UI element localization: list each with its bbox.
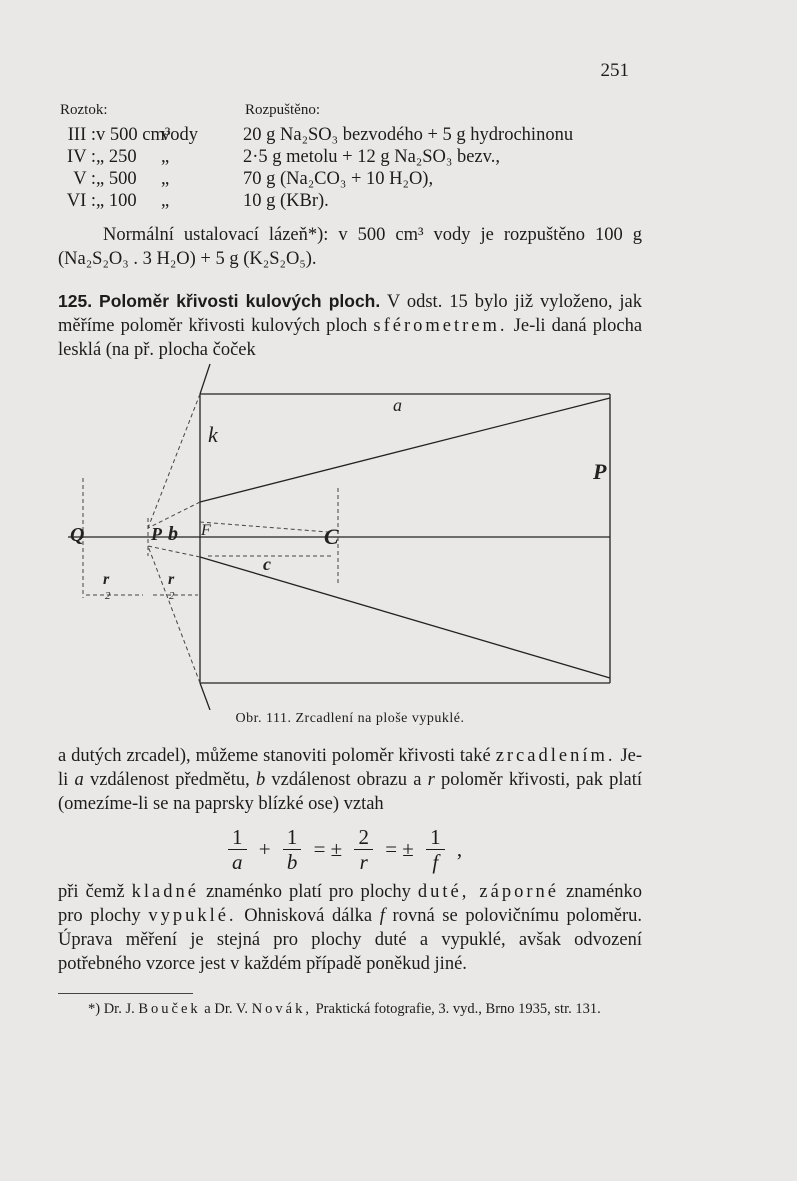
recipe-row — [58, 146, 648, 168]
recipe-label: III : — [67, 125, 96, 145]
plus-operator: + — [258, 837, 271, 861]
spaced-word: kladné — [131, 882, 199, 902]
dashed-construction-line — [148, 546, 200, 557]
denominator: b — [286, 850, 298, 874]
recipe-contents: 70 g (Na₂CO₃ + 10 H₂O), — [243, 169, 434, 189]
label-c: c — [263, 554, 271, 574]
recipe-header-solution: Roztok: — [60, 102, 108, 118]
page-number: 251 — [600, 60, 629, 81]
author-name: Bouček — [138, 1001, 201, 1017]
recipe-label: V : — [73, 169, 96, 189]
label-k: k — [208, 422, 218, 447]
variable-r: r — [427, 770, 435, 790]
recipe-header-dissolved: Rozpuštěno: — [245, 102, 320, 118]
spaced-word: sférometrem. — [373, 316, 508, 336]
text-run: znaménko pro plochy — [58, 882, 643, 926]
denominator: a — [232, 850, 243, 874]
upper-ray-line — [200, 398, 610, 502]
label-a: a — [393, 395, 402, 415]
text-run: vzdálenost obrazu a — [271, 770, 422, 790]
recipe-amount: v 500 cm³ — [96, 125, 171, 145]
recipe-amount: „ 250 — [96, 147, 137, 167]
recipe-row — [58, 124, 648, 146]
recipe-unit: „ — [161, 191, 170, 211]
section-125-paragraph — [58, 289, 642, 362]
section-title: Poloměr křivosti kulových ploch. — [99, 291, 381, 311]
recipe-amount: „ 500 — [96, 169, 137, 189]
label-F: F — [201, 522, 211, 539]
fraction-2-over-r — [354, 825, 373, 874]
numerator: 2 — [354, 825, 373, 850]
numerator: 1 — [228, 825, 247, 850]
paragraph-mirror — [58, 744, 642, 816]
recipe-unit: „ — [161, 169, 170, 189]
numerator: 1 — [426, 825, 445, 850]
lower-ray-line — [200, 557, 610, 678]
recipe-contents: 10 g (KBr). — [243, 191, 329, 211]
fraction-1-over-a — [228, 825, 247, 874]
recipe-list — [58, 124, 648, 212]
recipe-amount: „ 100 — [96, 191, 137, 211]
recipe-contents: 20 g Na₂SO₃ bezvodého + 5 g hydrochinonu — [243, 125, 574, 145]
normal-bath-paragraph: Normální ustalovací lázeň*): v 500 cm³ vody je rozpuštěno 100 g (Na₂S₂O₃ . 3 H₂O) + 5 g (K₂S₂O₅). — [58, 225, 642, 269]
label-r-left: r — [103, 571, 110, 588]
recipe-header — [60, 102, 650, 119]
section-text: Je-li daná plocha lesklá (na př. plocha čoček — [58, 316, 643, 360]
dashed-construction-line — [148, 546, 200, 683]
recipe-label: IV : — [67, 147, 96, 167]
recipe-row — [58, 168, 648, 190]
text-run: při čemž — [58, 882, 125, 902]
fraction-1-over-f — [426, 825, 445, 874]
text-run: a dutých zrcadel), můžeme stanoviti poloměr křivosti také — [58, 746, 491, 766]
equals-plusminus-operator: = ± — [385, 837, 414, 861]
denominator: f — [432, 850, 439, 874]
mirror-diagram — [58, 358, 618, 710]
variable-a: a — [74, 770, 84, 790]
ray-extension-bottom — [200, 683, 210, 710]
label-C: C — [324, 524, 339, 549]
text-run: Je-li — [58, 746, 643, 790]
formula-comma: , — [456, 837, 463, 861]
label-P-object: P — [593, 459, 607, 484]
section-text: V odst. 15 bylo již vyloženo, jak měříme poloměr křivosti kulových ploch — [58, 292, 642, 336]
text-run: znaménko platí pro plochy — [205, 882, 411, 902]
variable-b: b — [255, 770, 266, 790]
variable-f: f — [379, 906, 385, 926]
spaced-word: duté, záporné — [417, 882, 559, 902]
label-P-image: P — [151, 524, 162, 544]
figure-caption: Obr. 111. Zrcadlení na ploše vypuklé. — [235, 711, 465, 726]
label-two-right: 2 — [169, 590, 175, 602]
label-Q: Q — [70, 524, 85, 546]
equals-plusminus-operator: = ± — [313, 837, 343, 861]
section-number: 125. — [58, 291, 93, 311]
text-run: *) Dr. J. — [88, 1001, 135, 1017]
numerator: 1 — [283, 825, 302, 850]
dashed-construction-line — [148, 394, 200, 528]
dashed-construction-line — [200, 522, 328, 532]
text-run: vzdálenost předmětu, — [89, 770, 250, 790]
footnote — [58, 1000, 642, 1019]
label-b: b — [168, 523, 178, 545]
fraction-1-over-b — [283, 825, 302, 874]
spaced-word: vypuklé. — [148, 906, 237, 926]
recipe-contents: 2·5 g metolu + 12 g Na₂SO₃ bezv., — [243, 147, 500, 167]
author-name: Novák, — [251, 1001, 312, 1017]
recipe-row — [58, 190, 648, 212]
paragraph-sign-convention — [58, 880, 642, 976]
ray-extension-top — [200, 364, 210, 394]
text-run: Ohnisková dálka — [244, 906, 373, 926]
spaced-word: zrcadlením. — [495, 746, 616, 766]
denominator: r — [359, 850, 368, 874]
text-run: Praktická fotografie, 3. vyd., Brno 1935, str. 131. — [315, 1001, 601, 1017]
label-two-left: 2 — [105, 590, 111, 602]
text-run: poloměr křivosti, pak platí (omezíme-li se na paprsky blízké ose) vztah — [58, 770, 643, 814]
text-run: a Dr. V. — [204, 1001, 249, 1017]
mirror-formula — [225, 825, 466, 874]
recipe-unit: „ — [161, 147, 170, 167]
text-run: rovná se polovičnímu poloměru. Úprava měření je stejná pro plochy duté a vypuklé, avšak odvození potřebného vzorce jest v každém případě poněkud jiné. — [58, 906, 643, 974]
recipe-label: VI : — [66, 191, 96, 211]
footnote-divider — [58, 993, 193, 994]
label-r-right: r — [168, 571, 175, 588]
recipe-unit: vody — [161, 125, 198, 145]
